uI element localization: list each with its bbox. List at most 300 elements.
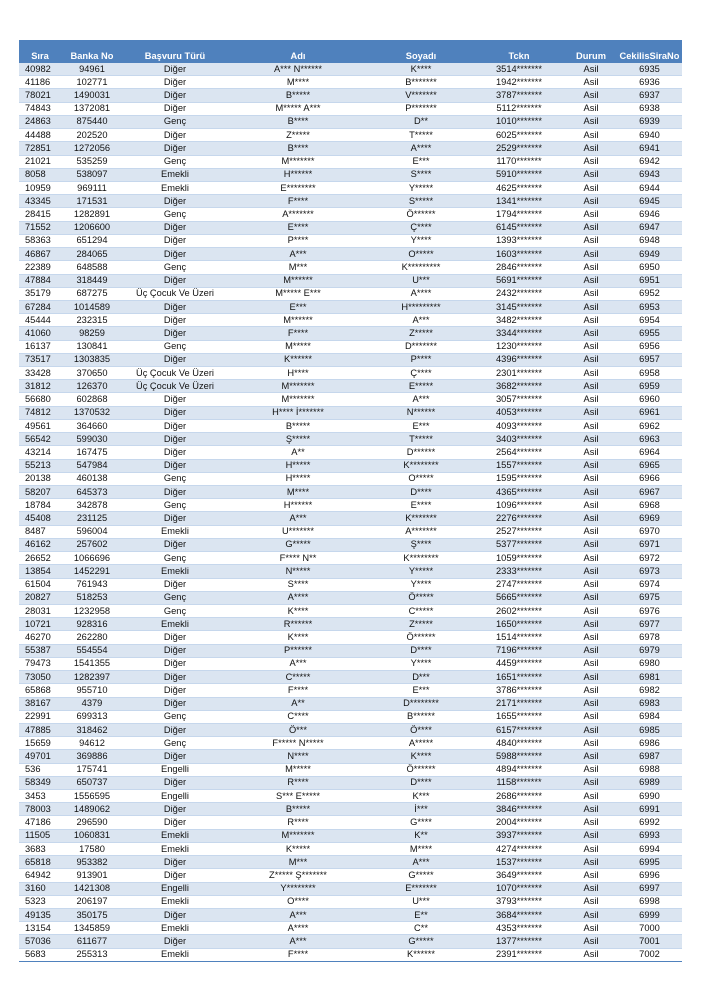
- cell-durum: Asil: [565, 552, 617, 565]
- cell-adi: B*****: [227, 89, 369, 102]
- cell-durum: Asil: [565, 459, 617, 472]
- table-row: [19, 102, 682, 115]
- cell-adi: E****: [227, 221, 369, 234]
- header-cekilis-sira-no: CekilisSiraNo: [617, 40, 682, 63]
- cell-soyadi: E*******: [369, 882, 473, 895]
- cell-sira: 73050: [19, 671, 61, 684]
- cell-adi: M******: [227, 314, 369, 327]
- cell-adi: M***** E***: [227, 287, 369, 300]
- cell-tckn: 2391*******: [473, 948, 565, 961]
- cell-adi: E***: [227, 300, 369, 313]
- cell-cekilis-sira-no: 7000: [617, 922, 682, 935]
- table-row: [19, 367, 682, 380]
- cell-soyadi: K****: [369, 63, 473, 76]
- table-row: [19, 895, 682, 908]
- cell-sira: 55213: [19, 459, 61, 472]
- cell-durum: Asil: [565, 221, 617, 234]
- cell-banka-no: 342878: [61, 499, 123, 512]
- cell-cekilis-sira-no: 6993: [617, 829, 682, 842]
- header-soyadi: Soyadı: [369, 40, 473, 63]
- cell-tckn: 2171*******: [473, 697, 565, 710]
- cell-basvuru-turu: Diğer: [123, 578, 227, 591]
- cell-soyadi: T*****: [369, 433, 473, 446]
- table-row: [19, 525, 682, 538]
- cell-banka-no: 699313: [61, 710, 123, 723]
- cell-cekilis-sira-no: 6937: [617, 89, 682, 102]
- cell-cekilis-sira-no: 6955: [617, 327, 682, 340]
- cell-basvuru-turu: Diğer: [123, 327, 227, 340]
- cell-durum: Asil: [565, 472, 617, 485]
- cell-tckn: 3684*******: [473, 909, 565, 922]
- cell-sira: 8487: [19, 525, 61, 538]
- cell-cekilis-sira-no: 6969: [617, 512, 682, 525]
- cell-cekilis-sira-no: 6971: [617, 538, 682, 551]
- cell-basvuru-turu: Diğer: [123, 750, 227, 763]
- cell-durum: Asil: [565, 314, 617, 327]
- cell-soyadi: E**: [369, 909, 473, 922]
- table-row: [19, 115, 682, 128]
- cell-soyadi: V*******: [369, 89, 473, 102]
- cell-basvuru-turu: Emekli: [123, 829, 227, 842]
- cell-adi: P****: [227, 234, 369, 247]
- cell-banka-no: 4379: [61, 697, 123, 710]
- cell-durum: Asil: [565, 89, 617, 102]
- table-row: [19, 221, 682, 234]
- cell-cekilis-sira-no: 6995: [617, 856, 682, 869]
- cell-adi: P******: [227, 644, 369, 657]
- cell-durum: Asil: [565, 816, 617, 829]
- cell-cekilis-sira-no: 6950: [617, 261, 682, 274]
- cell-durum: Asil: [565, 300, 617, 313]
- cell-sira: 58349: [19, 776, 61, 789]
- cell-cekilis-sira-no: 6964: [617, 446, 682, 459]
- cell-sira: 13154: [19, 922, 61, 935]
- cell-tckn: 2529*******: [473, 142, 565, 155]
- table-row: [19, 89, 682, 102]
- cell-durum: Asil: [565, 525, 617, 538]
- cell-adi: U*******: [227, 525, 369, 538]
- cell-tckn: 3937*******: [473, 829, 565, 842]
- table-row: [19, 763, 682, 776]
- cell-adi: K****: [227, 604, 369, 617]
- cell-soyadi: A*******: [369, 525, 473, 538]
- cell-banka-no: 1282397: [61, 671, 123, 684]
- cell-sira: 46270: [19, 631, 61, 644]
- table-row: [19, 155, 682, 168]
- cell-cekilis-sira-no: 6984: [617, 710, 682, 723]
- cell-basvuru-turu: Diğer: [123, 314, 227, 327]
- cell-durum: Asil: [565, 142, 617, 155]
- cell-tckn: 1595*******: [473, 472, 565, 485]
- cell-basvuru-turu: Genç: [123, 499, 227, 512]
- cell-adi: M*******: [227, 829, 369, 842]
- cell-adi: Z***** Ş*******: [227, 869, 369, 882]
- cell-durum: Asil: [565, 115, 617, 128]
- cell-sira: 33428: [19, 367, 61, 380]
- cell-basvuru-turu: Üç Çocuk Ve Üzeri: [123, 380, 227, 393]
- table-row: [19, 380, 682, 393]
- cell-cekilis-sira-no: 6935: [617, 63, 682, 76]
- cell-soyadi: A***: [369, 393, 473, 406]
- cell-adi: A***: [227, 512, 369, 525]
- cell-banka-no: 206197: [61, 895, 123, 908]
- cell-cekilis-sira-no: 7002: [617, 948, 682, 961]
- cell-basvuru-turu: Genç: [123, 115, 227, 128]
- table-row: [19, 234, 682, 247]
- cell-banka-no: 167475: [61, 446, 123, 459]
- cell-tckn: 1010*******: [473, 115, 565, 128]
- cell-tckn: 3787*******: [473, 89, 565, 102]
- cell-soyadi: K*******: [369, 512, 473, 525]
- cell-basvuru-turu: Diğer: [123, 248, 227, 261]
- cell-basvuru-turu: Diğer: [123, 631, 227, 644]
- cell-durum: Asil: [565, 63, 617, 76]
- cell-adi: R****: [227, 776, 369, 789]
- cell-cekilis-sira-no: 6949: [617, 248, 682, 261]
- cell-banka-no: 955710: [61, 684, 123, 697]
- table-row: [19, 737, 682, 750]
- cell-soyadi: B*******: [369, 76, 473, 89]
- cell-durum: Asil: [565, 869, 617, 882]
- cell-cekilis-sira-no: 6942: [617, 155, 682, 168]
- cell-sira: 35179: [19, 287, 61, 300]
- cell-banka-no: 364660: [61, 419, 123, 432]
- cell-sira: 28415: [19, 208, 61, 221]
- cell-sira: 64942: [19, 869, 61, 882]
- cell-basvuru-turu: Diğer: [123, 195, 227, 208]
- cell-durum: Asil: [565, 261, 617, 274]
- cell-cekilis-sira-no: 6970: [617, 525, 682, 538]
- table-row: [19, 300, 682, 313]
- cell-sira: 49135: [19, 909, 61, 922]
- cell-soyadi: Ş****: [369, 538, 473, 551]
- cell-cekilis-sira-no: 6998: [617, 895, 682, 908]
- cell-tckn: 3682*******: [473, 380, 565, 393]
- cell-cekilis-sira-no: 6999: [617, 909, 682, 922]
- cell-cekilis-sira-no: 6965: [617, 459, 682, 472]
- cell-tckn: 3145*******: [473, 300, 565, 313]
- cell-basvuru-turu: Emekli: [123, 842, 227, 855]
- cell-adi: A****: [227, 922, 369, 935]
- cell-banka-no: 1421308: [61, 882, 123, 895]
- table-row: [19, 671, 682, 684]
- cell-cekilis-sira-no: 6966: [617, 472, 682, 485]
- cell-soyadi: E***: [369, 684, 473, 697]
- cell-basvuru-turu: Diğer: [123, 406, 227, 419]
- cell-basvuru-turu: Engelli: [123, 882, 227, 895]
- cell-cekilis-sira-no: 6936: [617, 76, 682, 89]
- cell-adi: F****: [227, 195, 369, 208]
- cell-soyadi: H*********: [369, 300, 473, 313]
- cell-basvuru-turu: Diğer: [123, 76, 227, 89]
- cell-adi: H**** İ*******: [227, 406, 369, 419]
- cell-soyadi: Ö******: [369, 208, 473, 221]
- cell-banka-no: 1060831: [61, 829, 123, 842]
- cell-cekilis-sira-no: 6941: [617, 142, 682, 155]
- cell-adi: M******: [227, 274, 369, 287]
- header-basvuru-turu: Başvuru Türü: [123, 40, 227, 63]
- cell-soyadi: Ö******: [369, 631, 473, 644]
- cell-cekilis-sira-no: 6996: [617, 869, 682, 882]
- cell-cekilis-sira-no: 6946: [617, 208, 682, 221]
- cell-cekilis-sira-no: 6981: [617, 671, 682, 684]
- cell-tckn: 5377*******: [473, 538, 565, 551]
- cell-tckn: 1655*******: [473, 710, 565, 723]
- cell-tckn: 1651*******: [473, 671, 565, 684]
- cell-tckn: 1514*******: [473, 631, 565, 644]
- cell-banka-no: 318449: [61, 274, 123, 287]
- cell-basvuru-turu: Diğer: [123, 142, 227, 155]
- cell-tckn: 1341*******: [473, 195, 565, 208]
- cell-soyadi: Y*****: [369, 565, 473, 578]
- cell-durum: Asil: [565, 538, 617, 551]
- cell-tckn: 1059*******: [473, 552, 565, 565]
- table-row: [19, 723, 682, 736]
- cell-tckn: 5691*******: [473, 274, 565, 287]
- cell-adi: M****: [227, 486, 369, 499]
- cell-durum: Asil: [565, 168, 617, 181]
- cell-cekilis-sira-no: 6985: [617, 723, 682, 736]
- cell-tckn: 1794*******: [473, 208, 565, 221]
- cell-tckn: 7196*******: [473, 644, 565, 657]
- cell-banka-no: 1272056: [61, 142, 123, 155]
- cell-cekilis-sira-no: 6951: [617, 274, 682, 287]
- cell-sira: 20138: [19, 472, 61, 485]
- header-sira: Sıra: [19, 40, 61, 63]
- cell-soyadi: K******: [369, 948, 473, 961]
- table-row: [19, 168, 682, 181]
- table-row: [19, 829, 682, 842]
- cell-cekilis-sira-no: 6947: [617, 221, 682, 234]
- cell-banka-no: 296590: [61, 816, 123, 829]
- cell-tckn: 2527*******: [473, 525, 565, 538]
- cell-cekilis-sira-no: 6968: [617, 499, 682, 512]
- cell-sira: 57036: [19, 935, 61, 948]
- cell-sira: 5323: [19, 895, 61, 908]
- table-row: [19, 446, 682, 459]
- cell-soyadi: Z*****: [369, 618, 473, 631]
- table-row: [19, 909, 682, 922]
- cell-sira: 49701: [19, 750, 61, 763]
- table-row: [19, 512, 682, 525]
- cell-banka-no: 1490031: [61, 89, 123, 102]
- cell-cekilis-sira-no: 6986: [617, 737, 682, 750]
- cell-banka-no: 687275: [61, 287, 123, 300]
- table-row: [19, 644, 682, 657]
- cell-basvuru-turu: Genç: [123, 155, 227, 168]
- cell-soyadi: A*****: [369, 737, 473, 750]
- table-row: [19, 776, 682, 789]
- table-row: [19, 287, 682, 300]
- cell-basvuru-turu: Diğer: [123, 89, 227, 102]
- table-row: [19, 63, 682, 76]
- header-banka-no: Banka No: [61, 40, 123, 63]
- cell-cekilis-sira-no: 6960: [617, 393, 682, 406]
- cell-basvuru-turu: Diğer: [123, 803, 227, 816]
- cell-adi: A**: [227, 697, 369, 710]
- cell-soyadi: Z*****: [369, 327, 473, 340]
- cell-basvuru-turu: Emekli: [123, 948, 227, 961]
- cell-sira: 22389: [19, 261, 61, 274]
- cell-banka-no: 102771: [61, 76, 123, 89]
- cell-adi: A****: [227, 591, 369, 604]
- cell-adi: N*****: [227, 565, 369, 578]
- cell-soyadi: Y****: [369, 578, 473, 591]
- cell-cekilis-sira-no: 6997: [617, 882, 682, 895]
- cell-durum: Asil: [565, 922, 617, 935]
- table-row: [19, 340, 682, 353]
- cell-basvuru-turu: Emekli: [123, 181, 227, 194]
- table-row: [19, 750, 682, 763]
- cell-banka-no: 460138: [61, 472, 123, 485]
- cell-durum: Asil: [565, 433, 617, 446]
- cell-adi: R******: [227, 618, 369, 631]
- cell-tckn: 1942*******: [473, 76, 565, 89]
- cell-banka-no: 875440: [61, 115, 123, 128]
- cell-sira: 41060: [19, 327, 61, 340]
- cell-cekilis-sira-no: 6987: [617, 750, 682, 763]
- cell-tckn: 4396*******: [473, 353, 565, 366]
- cell-basvuru-turu: Diğer: [123, 512, 227, 525]
- cell-banka-no: 611677: [61, 935, 123, 948]
- cell-banka-no: 350175: [61, 909, 123, 922]
- cell-banka-no: 171531: [61, 195, 123, 208]
- cell-cekilis-sira-no: 6979: [617, 644, 682, 657]
- cell-banka-no: 1303835: [61, 353, 123, 366]
- table-row: [19, 261, 682, 274]
- cell-durum: Asil: [565, 419, 617, 432]
- cell-adi: H******: [227, 168, 369, 181]
- cell-durum: Asil: [565, 181, 617, 194]
- cell-cekilis-sira-no: 6967: [617, 486, 682, 499]
- cell-sira: 20827: [19, 591, 61, 604]
- cell-banka-no: 1282891: [61, 208, 123, 221]
- cell-cekilis-sira-no: 6939: [617, 115, 682, 128]
- cell-basvuru-turu: Diğer: [123, 234, 227, 247]
- cell-banka-no: 231125: [61, 512, 123, 525]
- cell-tckn: 1230*******: [473, 340, 565, 353]
- cell-banka-no: 1370532: [61, 406, 123, 419]
- cell-tckn: 1158*******: [473, 776, 565, 789]
- table-row: [19, 591, 682, 604]
- cell-basvuru-turu: Emekli: [123, 168, 227, 181]
- cell-soyadi: D****: [369, 776, 473, 789]
- cell-basvuru-turu: Engelli: [123, 790, 227, 803]
- cell-adi: Y********: [227, 882, 369, 895]
- cell-adi: H******: [227, 499, 369, 512]
- cell-banka-no: 969111: [61, 181, 123, 194]
- cell-tckn: 1557*******: [473, 459, 565, 472]
- cell-cekilis-sira-no: 6952: [617, 287, 682, 300]
- table-row: [19, 327, 682, 340]
- cell-sira: 10721: [19, 618, 61, 631]
- cell-basvuru-turu: Diğer: [123, 723, 227, 736]
- cell-soyadi: Ö****: [369, 723, 473, 736]
- cell-sira: 13854: [19, 565, 61, 578]
- cell-banka-no: 599030: [61, 433, 123, 446]
- cell-durum: Asil: [565, 486, 617, 499]
- cell-basvuru-turu: Diğer: [123, 129, 227, 142]
- cell-adi: M*****: [227, 763, 369, 776]
- cell-adi: Ş*****: [227, 433, 369, 446]
- cell-tckn: 4093*******: [473, 419, 565, 432]
- table-row: [19, 76, 682, 89]
- cell-banka-no: 284065: [61, 248, 123, 261]
- cell-banka-no: 538097: [61, 168, 123, 181]
- cell-tckn: 6025*******: [473, 129, 565, 142]
- cell-sira: 65868: [19, 684, 61, 697]
- cell-basvuru-turu: Diğer: [123, 697, 227, 710]
- cell-cekilis-sira-no: 6944: [617, 181, 682, 194]
- cell-adi: N****: [227, 750, 369, 763]
- cell-sira: 10959: [19, 181, 61, 194]
- cell-basvuru-turu: Diğer: [123, 221, 227, 234]
- cell-adi: Z*****: [227, 129, 369, 142]
- cell-tckn: 3514*******: [473, 63, 565, 76]
- cell-banka-no: 648588: [61, 261, 123, 274]
- cell-adi: K****: [227, 631, 369, 644]
- cell-durum: Asil: [565, 671, 617, 684]
- cell-sira: 31812: [19, 380, 61, 393]
- cell-cekilis-sira-no: 6953: [617, 300, 682, 313]
- table-row: [19, 314, 682, 327]
- cell-adi: C****: [227, 710, 369, 723]
- cell-soyadi: D***: [369, 671, 473, 684]
- cell-soyadi: Y****: [369, 657, 473, 670]
- cell-durum: Asil: [565, 287, 617, 300]
- table-row: [19, 578, 682, 591]
- cell-soyadi: E***: [369, 155, 473, 168]
- cell-tckn: 2747*******: [473, 578, 565, 591]
- cell-basvuru-turu: Genç: [123, 604, 227, 617]
- cell-cekilis-sira-no: 7001: [617, 935, 682, 948]
- cell-adi: F****: [227, 327, 369, 340]
- cell-tckn: 1393*******: [473, 234, 565, 247]
- cell-basvuru-turu: Diğer: [123, 671, 227, 684]
- cell-basvuru-turu: Üç Çocuk Ve Üzeri: [123, 367, 227, 380]
- cell-sira: 74812: [19, 406, 61, 419]
- cell-banka-no: 255313: [61, 948, 123, 961]
- cell-tckn: 1603*******: [473, 248, 565, 261]
- cell-banka-no: 232315: [61, 314, 123, 327]
- cell-basvuru-turu: Diğer: [123, 935, 227, 948]
- cell-adi: M***** A***: [227, 102, 369, 115]
- cell-sira: 47885: [19, 723, 61, 736]
- cell-basvuru-turu: Diğer: [123, 486, 227, 499]
- cell-cekilis-sira-no: 6975: [617, 591, 682, 604]
- cell-sira: 24863: [19, 115, 61, 128]
- cell-soyadi: Ç****: [369, 367, 473, 380]
- cell-adi: A***: [227, 909, 369, 922]
- cell-sira: 8058: [19, 168, 61, 181]
- cell-basvuru-turu: Genç: [123, 591, 227, 604]
- cell-durum: Asil: [565, 803, 617, 816]
- cell-durum: Asil: [565, 737, 617, 750]
- cell-durum: Asil: [565, 882, 617, 895]
- table-row: [19, 565, 682, 578]
- cell-soyadi: S****: [369, 168, 473, 181]
- cell-banka-no: 928316: [61, 618, 123, 631]
- cell-durum: Asil: [565, 76, 617, 89]
- cell-banka-no: 602868: [61, 393, 123, 406]
- cell-basvuru-turu: Genç: [123, 340, 227, 353]
- table-row: [19, 142, 682, 155]
- cell-cekilis-sira-no: 6988: [617, 763, 682, 776]
- cell-adi: A***: [227, 657, 369, 670]
- cell-sira: 46162: [19, 538, 61, 551]
- cell-adi: A***: [227, 248, 369, 261]
- cell-tckn: 3482*******: [473, 314, 565, 327]
